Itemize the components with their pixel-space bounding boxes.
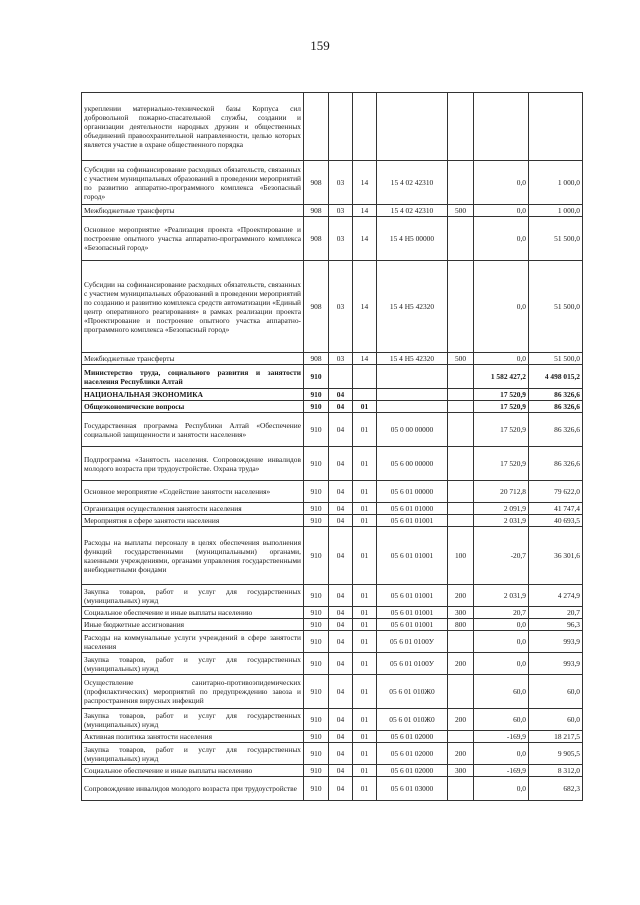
cell-section: 04 (329, 515, 353, 527)
cell-admin-code: 910 (304, 527, 329, 585)
cell-name: Подпрограмма «Занятость населения. Сопровождение инвалидов молодого возраста при трудоустройстве. Охрана труда» (82, 447, 304, 481)
cell-section: 04 (329, 503, 353, 515)
cell-admin-code: 910 (304, 743, 329, 765)
cell-expense-type (448, 481, 474, 503)
cell-section: 03 (329, 161, 353, 205)
cell-name: Закупка товаров, работ и услуг для государственных (муниципальных) нужд (82, 653, 304, 675)
cell-name: Социальное обеспечение и иные выплаты населению (82, 607, 304, 619)
cell-target-article: 05 6 01 01000 (377, 503, 448, 515)
cell-section: 04 (329, 447, 353, 481)
cell-expense-type (448, 777, 474, 801)
cell-expense-type: 500 (448, 205, 474, 217)
table-row (82, 515, 583, 527)
cell-amount-change: 0,0 (474, 777, 529, 801)
cell-admin-code: 910 (304, 631, 329, 653)
cell-admin-code: 908 (304, 261, 329, 353)
cell-section: 04 (329, 743, 353, 765)
cell-target-article: 05 6 01 02000 (377, 743, 448, 765)
cell-expense-type (448, 447, 474, 481)
cell-section: 03 (329, 353, 353, 365)
cell-name: Общеэкономические вопросы (82, 401, 304, 413)
cell-admin-code: 910 (304, 777, 329, 801)
cell-amount-change: 0,0 (474, 217, 529, 261)
cell-target-article: 15 4 02 42310 (377, 161, 448, 205)
cell-expense-type (448, 731, 474, 743)
cell-name: Закупка товаров, работ и услуг для государственных (муниципальных) нужд (82, 743, 304, 765)
cell-amount-total: 4 274,9 (529, 585, 583, 607)
table-row (82, 205, 583, 217)
cell-subsection: 14 (353, 353, 377, 365)
cell-amount-total: 86 326,6 (529, 413, 583, 447)
table-row (82, 447, 583, 481)
cell-target-article: 15 4 02 42310 (377, 205, 448, 217)
cell-subsection (353, 365, 377, 389)
cell-amount-change: -169,9 (474, 731, 529, 743)
table-row (82, 481, 583, 503)
cell-amount-total: 79 622,0 (529, 481, 583, 503)
cell-amount-change: -20,7 (474, 527, 529, 585)
table-row (82, 777, 583, 801)
cell-amount-change: 1 582 427,2 (474, 365, 529, 389)
cell-amount-total: 9 905,5 (529, 743, 583, 765)
cell-subsection: 01 (353, 709, 377, 731)
cell-name: Осуществление санитарно-противоэпидемических (профилактических) мероприятий по предупреждению завоза и распространения вирусных инфекций (82, 675, 304, 709)
cell-admin-code: 908 (304, 205, 329, 217)
table-row (82, 743, 583, 765)
cell-target-article (377, 93, 448, 161)
cell-section: 04 (329, 653, 353, 675)
cell-target-article: 05 6 01 01001 (377, 585, 448, 607)
cell-amount-change: 0,0 (474, 261, 529, 353)
cell-subsection: 01 (353, 743, 377, 765)
cell-amount-change: 17 520,9 (474, 389, 529, 401)
cell-target-article: 05 0 00 00000 (377, 413, 448, 447)
table-row (82, 607, 583, 619)
cell-name: Основное мероприятие «Содействие занятости населения» (82, 481, 304, 503)
cell-amount-total: 86 326,6 (529, 401, 583, 413)
cell-amount-change: 60,0 (474, 675, 529, 709)
table-row (82, 161, 583, 205)
cell-name: Мероприятия в сфере занятости населения (82, 515, 304, 527)
cell-section (329, 365, 353, 389)
cell-subsection: 14 (353, 217, 377, 261)
cell-subsection: 01 (353, 731, 377, 743)
cell-amount-total: 18 217,5 (529, 731, 583, 743)
table-row (82, 675, 583, 709)
table-row (82, 353, 583, 365)
cell-expense-type (448, 365, 474, 389)
cell-expense-type: 200 (448, 709, 474, 731)
cell-expense-type (448, 515, 474, 527)
cell-expense-type (448, 93, 474, 161)
table-row (82, 261, 583, 353)
cell-amount-total: 60,0 (529, 675, 583, 709)
cell-admin-code: 910 (304, 653, 329, 675)
cell-subsection: 01 (353, 631, 377, 653)
cell-amount-total: 86 326,6 (529, 447, 583, 481)
cell-name: Межбюджетные трансферты (82, 205, 304, 217)
cell-amount-change: 0,0 (474, 353, 529, 365)
cell-name: Организация осуществления занятости населения (82, 503, 304, 515)
cell-subsection (353, 93, 377, 161)
cell-name: Основное мероприятие «Реализация проекта «Проектирование и построение опытного участка аппаратно-программного комплекса «Безопасный город» (82, 217, 304, 261)
cell-target-article: 05 6 01 03000 (377, 777, 448, 801)
cell-amount-total: 51 500,0 (529, 217, 583, 261)
cell-amount-total: 8 312,0 (529, 765, 583, 777)
cell-name: укреплении материально-технической базы Корпуса сил добровольной пожарно-спасательной службы, создании и организации деятельности народных дружин и общественных объединений правоохранительной направленности, целью которых является участие в охране общественного порядка (82, 93, 304, 161)
cell-subsection: 01 (353, 619, 377, 631)
cell-subsection (353, 389, 377, 401)
table-row (82, 765, 583, 777)
cell-subsection: 01 (353, 413, 377, 447)
table-row (82, 503, 583, 515)
budget-table (81, 92, 583, 801)
cell-name: Активная политика занятости населения (82, 731, 304, 743)
table-row (82, 93, 583, 161)
cell-section: 04 (329, 675, 353, 709)
cell-subsection: 01 (353, 401, 377, 413)
cell-subsection: 01 (353, 653, 377, 675)
cell-expense-type: 800 (448, 619, 474, 631)
cell-admin-code: 910 (304, 401, 329, 413)
cell-amount-total: 4 498 015,2 (529, 365, 583, 389)
cell-target-article: 05 6 01 02000 (377, 765, 448, 777)
cell-amount-total: 1 000,0 (529, 205, 583, 217)
cell-amount-change: 2 031,9 (474, 515, 529, 527)
cell-subsection: 01 (353, 503, 377, 515)
cell-name: Расходы на коммунальные услуги учреждений в сфере занятости населения (82, 631, 304, 653)
cell-amount-change: 2 091,9 (474, 503, 529, 515)
page-number: 159 (310, 38, 330, 53)
cell-target-article: 05 6 01 010Ж0 (377, 675, 448, 709)
cell-amount-change: 0,0 (474, 743, 529, 765)
cell-target-article: 05 6 01 01001 (377, 619, 448, 631)
cell-amount-change: 20,7 (474, 607, 529, 619)
cell-admin-code: 910 (304, 585, 329, 607)
table-row (82, 217, 583, 261)
cell-name: Государственная программа Республики Алтай «Обеспечение социальной защищенности и занятости населения» (82, 413, 304, 447)
table-row (82, 413, 583, 447)
cell-admin-code: 910 (304, 447, 329, 481)
cell-admin-code: 910 (304, 619, 329, 631)
cell-name: Субсидии на софинансирование расходных обязательств, связанных с участием муниципальных образований в проведении мероприятий по развитию аппаратно-программного комплекса «Безопасный город» (82, 161, 304, 205)
cell-subsection: 14 (353, 161, 377, 205)
cell-amount-total: 60,0 (529, 709, 583, 731)
cell-admin-code: 910 (304, 413, 329, 447)
cell-admin-code: 910 (304, 709, 329, 731)
cell-target-article (377, 389, 448, 401)
cell-target-article: 05 6 01 01001 (377, 527, 448, 585)
cell-amount-change: 17 520,9 (474, 413, 529, 447)
table-row (82, 389, 583, 401)
cell-target-article: 15 4 Н5 00000 (377, 217, 448, 261)
cell-section: 04 (329, 765, 353, 777)
cell-subsection: 01 (353, 777, 377, 801)
cell-amount-change: 0,0 (474, 631, 529, 653)
cell-section: 04 (329, 413, 353, 447)
cell-amount-total: 993,9 (529, 631, 583, 653)
cell-subsection: 14 (353, 261, 377, 353)
cell-target-article: 05 6 00 00000 (377, 447, 448, 481)
cell-subsection: 01 (353, 765, 377, 777)
cell-amount-change: 17 520,9 (474, 401, 529, 413)
cell-amount-change: 0,0 (474, 205, 529, 217)
cell-admin-code: 910 (304, 481, 329, 503)
cell-expense-type (448, 261, 474, 353)
cell-expense-type (448, 675, 474, 709)
cell-expense-type: 200 (448, 653, 474, 675)
cell-subsection: 01 (353, 447, 377, 481)
cell-target-article: 15 4 Н5 42320 (377, 261, 448, 353)
cell-amount-total: 41 747,4 (529, 503, 583, 515)
cell-name: Расходы на выплаты персоналу в целях обеспечения выполнения функций государственными (муниципальными) органами, казенными учреждениями, органами управления государственными внебюджетными фондами (82, 527, 304, 585)
cell-subsection: 01 (353, 481, 377, 503)
table-row (82, 365, 583, 389)
cell-admin-code: 910 (304, 675, 329, 709)
cell-name: Сопровождение инвалидов молодого возраста при трудоустройстве (82, 777, 304, 801)
budget-table-body (82, 93, 583, 801)
cell-section: 03 (329, 205, 353, 217)
cell-section: 04 (329, 389, 353, 401)
cell-section: 04 (329, 401, 353, 413)
cell-target-article: 05 6 01 02000 (377, 731, 448, 743)
cell-name: Иные бюджетные ассигнования (82, 619, 304, 631)
cell-section: 04 (329, 619, 353, 631)
cell-expense-type (448, 389, 474, 401)
table-row (82, 619, 583, 631)
table-row (82, 527, 583, 585)
cell-amount-total: 96,3 (529, 619, 583, 631)
cell-amount-total: 86 326,6 (529, 389, 583, 401)
cell-name: Министерство труда, социального развития и занятости населения Республики Алтай (82, 365, 304, 389)
cell-section: 03 (329, 261, 353, 353)
cell-admin-code: 908 (304, 161, 329, 205)
cell-name: Закупка товаров, работ и услуг для государственных (муниципальных) нужд (82, 709, 304, 731)
table-row (82, 709, 583, 731)
cell-section: 04 (329, 777, 353, 801)
cell-target-article (377, 401, 448, 413)
cell-amount-change (474, 93, 529, 161)
cell-section: 04 (329, 709, 353, 731)
cell-target-article: 05 6 01 01001 (377, 607, 448, 619)
cell-amount-change: 60,0 (474, 709, 529, 731)
cell-amount-change: 0,0 (474, 619, 529, 631)
cell-admin-code: 908 (304, 353, 329, 365)
cell-admin-code: 910 (304, 765, 329, 777)
cell-admin-code: 910 (304, 731, 329, 743)
table-row (82, 731, 583, 743)
cell-amount-total: 36 301,6 (529, 527, 583, 585)
cell-amount-total: 1 000,0 (529, 161, 583, 205)
cell-admin-code: 910 (304, 607, 329, 619)
cell-amount-change: 0,0 (474, 161, 529, 205)
cell-expense-type (448, 631, 474, 653)
cell-name: Социальное обеспечение и иные выплаты населению (82, 765, 304, 777)
cell-admin-code: 910 (304, 389, 329, 401)
table-row (82, 585, 583, 607)
table-row (82, 401, 583, 413)
cell-target-article: 05 6 01 0100У (377, 653, 448, 675)
cell-amount-total: 993,9 (529, 653, 583, 675)
cell-name: НАЦИОНАЛЬНАЯ ЭКОНОМИКА (82, 389, 304, 401)
cell-expense-type (448, 503, 474, 515)
cell-subsection: 01 (353, 607, 377, 619)
cell-amount-total: 20,7 (529, 607, 583, 619)
cell-admin-code (304, 93, 329, 161)
cell-target-article (377, 365, 448, 389)
cell-name: Закупка товаров, работ и услуг для государственных (муниципальных) нужд (82, 585, 304, 607)
cell-amount-change: 2 031,9 (474, 585, 529, 607)
cell-target-article: 15 4 Н5 42320 (377, 353, 448, 365)
cell-subsection: 01 (353, 527, 377, 585)
cell-name: Субсидии на софинансирование расходных обязательств, связанных с участием муниципальных образований в проведении мероприятий по созданию и развитию комплекса средств автоматизации «Единый центр оперативного реагирования» в рамках реализации проекта «Проектирование и построение опытного участка аппаратно-программного комплекса «Безопасный город» (82, 261, 304, 353)
cell-expense-type (448, 413, 474, 447)
cell-name: Межбюджетные трансферты (82, 353, 304, 365)
cell-amount-change: 20 712,8 (474, 481, 529, 503)
cell-section: 04 (329, 527, 353, 585)
cell-expense-type: 500 (448, 353, 474, 365)
cell-target-article: 05 6 01 0100У (377, 631, 448, 653)
cell-expense-type (448, 161, 474, 205)
cell-amount-change: 17 520,9 (474, 447, 529, 481)
cell-expense-type: 200 (448, 743, 474, 765)
cell-amount-total: 51 500,0 (529, 261, 583, 353)
cell-expense-type: 300 (448, 607, 474, 619)
cell-amount-change: 0,0 (474, 653, 529, 675)
cell-section: 03 (329, 217, 353, 261)
cell-section: 04 (329, 607, 353, 619)
cell-admin-code: 910 (304, 515, 329, 527)
cell-amount-total: 51 500,0 (529, 353, 583, 365)
cell-section: 04 (329, 731, 353, 743)
cell-subsection: 01 (353, 515, 377, 527)
cell-section: 04 (329, 481, 353, 503)
table-row (82, 631, 583, 653)
cell-target-article: 05 6 01 00000 (377, 481, 448, 503)
cell-expense-type: 100 (448, 527, 474, 585)
cell-subsection: 01 (353, 675, 377, 709)
cell-amount-change: -169,9 (474, 765, 529, 777)
cell-expense-type: 300 (448, 765, 474, 777)
cell-subsection: 14 (353, 205, 377, 217)
cell-section: 04 (329, 631, 353, 653)
cell-section: 04 (329, 585, 353, 607)
cell-admin-code: 910 (304, 503, 329, 515)
cell-expense-type: 200 (448, 585, 474, 607)
cell-subsection: 01 (353, 585, 377, 607)
cell-amount-total: 682,3 (529, 777, 583, 801)
cell-amount-total: 40 693,5 (529, 515, 583, 527)
cell-amount-total (529, 93, 583, 161)
cell-expense-type (448, 217, 474, 261)
cell-target-article: 05 6 01 010Ж0 (377, 709, 448, 731)
cell-target-article: 05 6 01 01001 (377, 515, 448, 527)
cell-section (329, 93, 353, 161)
table-row (82, 653, 583, 675)
cell-admin-code: 908 (304, 217, 329, 261)
cell-expense-type (448, 401, 474, 413)
cell-admin-code: 910 (304, 365, 329, 389)
